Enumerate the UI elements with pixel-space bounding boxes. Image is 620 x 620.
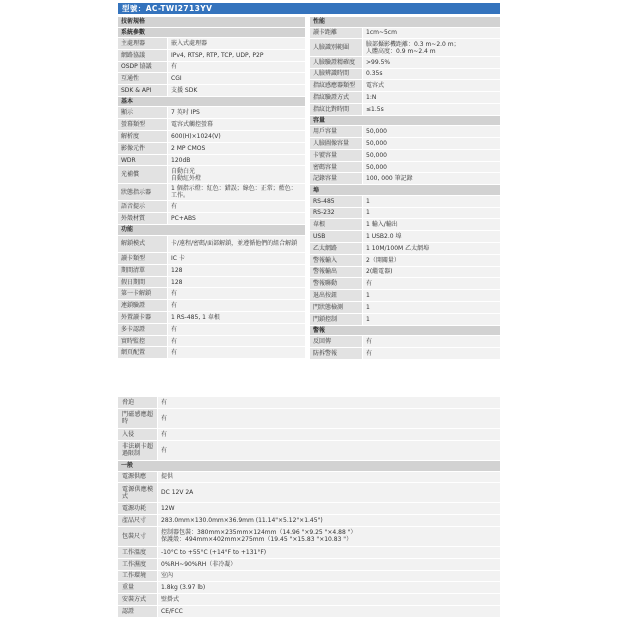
spec-value: 600(H)×1024(V) <box>168 131 305 142</box>
spec-value: CGI <box>168 73 305 84</box>
spec-row <box>118 38 305 50</box>
spec-row <box>118 483 500 503</box>
spec-row <box>118 119 305 131</box>
spec-label: 反回傳 <box>310 336 363 347</box>
spec-label: 螢幕類型 <box>118 119 168 130</box>
section-header-row <box>118 28 305 39</box>
spec-row <box>118 131 305 143</box>
spec-value: 有 <box>168 288 305 299</box>
spec-row <box>118 62 305 74</box>
spec-value: >99.5% <box>363 57 500 68</box>
spec-value: 128 <box>168 265 305 276</box>
spec-value: 283.0mm×130.0mm×36.9mm (11.14"×5.12"×1.45") <box>158 515 500 526</box>
spec-label: 指紋驗證方式 <box>310 92 363 103</box>
section-header-row <box>310 17 500 28</box>
spec-value-line: 控制器包裝：380mm×235mm×124mm（14.96 "×9.25 "×4.88 "） <box>161 529 357 537</box>
spec-row <box>118 288 305 300</box>
spec-value-line: 自動紅外燈 <box>171 174 202 182</box>
spec-value: 100, 000 筆記錄 <box>363 173 500 184</box>
spec-value: 1 <box>363 208 500 219</box>
spec-row <box>310 243 500 255</box>
spec-row <box>118 472 500 484</box>
spec-value: 1 USB2.0 埠 <box>363 231 500 242</box>
section-title: 基本 <box>118 97 305 107</box>
spec-row <box>310 231 500 243</box>
spec-value: 有 <box>168 62 305 73</box>
spec-label: 指紋比對時間 <box>310 104 363 115</box>
spec-row <box>310 290 500 302</box>
spec-value: 50,000 <box>363 162 500 173</box>
spec-row <box>310 57 500 69</box>
spec-row <box>310 314 500 326</box>
spec-value: 120dB <box>168 155 305 166</box>
spec-value: 有 <box>168 300 305 311</box>
spec-label: 人臉識別範圍 <box>310 39 363 56</box>
spec-value: 有 <box>363 348 500 359</box>
spec-row <box>118 409 500 429</box>
spec-row <box>310 278 500 290</box>
spec-value: 1cm~5cm <box>363 28 500 39</box>
spec-row <box>118 300 305 312</box>
section-title: 性能 <box>310 17 500 27</box>
spec-table-left <box>118 17 305 359</box>
spec-label: 工作濕度 <box>118 559 158 570</box>
spec-label: 期間清單 <box>118 265 168 276</box>
spec-label: 讀卡距離 <box>310 28 363 39</box>
spec-row <box>118 503 500 515</box>
spec-row <box>118 594 500 606</box>
spec-label: 實時監控 <box>118 336 168 347</box>
spec-row <box>118 571 500 583</box>
spec-label: 人臉驗證精確度 <box>310 57 363 68</box>
spec-row <box>118 347 305 359</box>
spec-label: 第一卡解鎖 <box>118 288 168 299</box>
spec-value: 50,000 <box>363 150 500 161</box>
spec-label: 語音提示 <box>118 201 168 212</box>
spec-label: 退出按鈕 <box>310 290 363 301</box>
spec-value: 1 輸入/輸出 <box>363 219 500 230</box>
spec-row <box>310 219 500 231</box>
spec-row <box>118 527 500 547</box>
spec-label: 產品尺寸 <box>118 515 158 526</box>
spec-label: 指紋感應器類型 <box>310 80 363 91</box>
spec-row <box>118 253 305 265</box>
spec-row <box>310 255 500 267</box>
section-title: 警報 <box>310 326 500 336</box>
spec-value: 電容式觸控螢幕 <box>168 119 305 130</box>
section-title: 功能 <box>118 225 305 235</box>
spec-value: 嵌入式處理器 <box>168 38 305 49</box>
spec-label: 電源供應模式 <box>118 483 158 502</box>
spec-label: 警報聯動 <box>310 278 363 289</box>
spec-value: 卡/遠程/密碼/面部解鎖，並遵循他們的組合解鎖 <box>168 236 305 253</box>
spec-value: 128 <box>168 277 305 288</box>
spec-value: IPv4, RTSP, RTP, TCP, UDP, P2P <box>168 50 305 61</box>
spec-value: 0.35s <box>363 69 500 80</box>
spec-label: 安裝方式 <box>118 594 158 605</box>
spec-value: 有 <box>168 324 305 335</box>
spec-label: 工作溫度 <box>118 547 158 558</box>
spec-label: 顯示 <box>118 107 168 118</box>
spec-row <box>118 155 305 167</box>
spec-label: 讀卡類型 <box>118 253 168 264</box>
spec-value: IC 卡 <box>168 253 305 264</box>
spec-value: 1 <box>363 196 500 207</box>
spec-row <box>310 69 500 81</box>
spec-label: OSDP 協議 <box>118 62 168 73</box>
spec-label: 認證 <box>118 606 158 617</box>
spec-value: PC+ABS <box>168 213 305 224</box>
spec-value: 有 <box>168 347 305 358</box>
spec-label: 主處理器 <box>118 38 168 49</box>
spec-label: 解析度 <box>118 131 168 142</box>
spec-value-line: 臉部攝影機距離：0.3 m~2.0 m； <box>366 40 460 48</box>
spec-row <box>310 28 500 40</box>
model-title-bar: 型號：AC-TWI2713YV <box>118 3 500 14</box>
section-header-row <box>310 116 500 127</box>
spec-label: SDK & API <box>118 85 168 96</box>
spec-row <box>118 277 305 289</box>
spec-row <box>310 104 500 116</box>
spec-label: 影像元件 <box>118 143 168 154</box>
spec-value: 1 <box>363 290 500 301</box>
spec-value: 電容式 <box>363 80 500 91</box>
spec-label: RS-232 <box>310 208 363 219</box>
spec-label: 警報輸入 <box>310 255 363 266</box>
spec-value <box>158 527 500 546</box>
spec-value: 有 <box>158 397 500 408</box>
spec-row <box>118 201 305 213</box>
spec-label: 外殼材質 <box>118 213 168 224</box>
spec-row <box>118 236 305 254</box>
spec-label: 解鎖模式 <box>118 236 168 253</box>
spec-row <box>118 441 500 461</box>
section-header-row <box>118 225 305 236</box>
spec-label: 韋根 <box>310 219 363 230</box>
spec-label: 互通性 <box>118 73 168 84</box>
spec-value-line: 自動白光 <box>171 167 196 175</box>
spec-label: 記錄容量 <box>310 173 363 184</box>
spec-row <box>118 324 305 336</box>
spec-row <box>118 312 305 324</box>
spec-row <box>118 606 500 618</box>
spec-label: 門磁感應超時 <box>118 409 158 428</box>
spec-label: 非法刷卡超過限制 <box>118 441 158 460</box>
spec-label: 入侵 <box>118 429 158 440</box>
spec-label: 假日期間 <box>118 277 168 288</box>
spec-row <box>118 547 500 559</box>
spec-label: 外置讀卡器 <box>118 312 168 323</box>
spec-value: 1 <box>363 314 500 325</box>
spec-label: 重量 <box>118 582 158 593</box>
spec-label: 連鎖驗證 <box>118 300 168 311</box>
spec-row <box>310 173 500 185</box>
spec-row <box>118 559 500 571</box>
spec-value: -10°C to +55°C (+14°F to +131°F) <box>158 547 500 558</box>
spec-row <box>310 126 500 138</box>
spec-value: 室內 <box>158 571 500 582</box>
spec-value: 有 <box>158 441 500 460</box>
section-header-row <box>118 17 305 28</box>
spec-label: 乙太網路 <box>310 243 363 254</box>
spec-value: 7 英吋 IPS <box>168 107 305 118</box>
spec-value: 壁掛式 <box>158 594 500 605</box>
section-header-row <box>310 185 500 196</box>
spec-value: 1 個指示燈：紅色：錯誤；綠色：正常；藍色：工作。 <box>168 184 305 201</box>
spec-row <box>310 302 500 314</box>
spec-row <box>118 582 500 594</box>
spec-row <box>118 429 500 441</box>
spec-label: 門狀態檢測 <box>310 302 363 313</box>
spec-label: 狀態指示器 <box>118 184 168 201</box>
spec-table-lower <box>118 397 500 618</box>
spec-label: 警報輸出 <box>310 267 363 278</box>
spec-value: 2(繼電器) <box>363 267 500 278</box>
spec-table-right <box>310 17 500 360</box>
spec-value-line: 保護殼：494mm×402mm×275mm（19.45 "×15.83 "×10.83 "） <box>161 536 353 544</box>
spec-row <box>118 50 305 62</box>
spec-value: 有 <box>158 409 500 428</box>
spec-label: USB <box>310 231 363 242</box>
spec-label: 卡號容量 <box>310 150 363 161</box>
spec-label: 密碼容量 <box>310 162 363 173</box>
spec-value: 0%RH~90%RH（非冷凝） <box>158 559 500 570</box>
spec-row <box>310 196 500 208</box>
spec-label: RS-485 <box>310 196 363 207</box>
spec-value: 提供 <box>158 472 500 483</box>
spec-value: 1.8kg (3.97 lb) <box>158 582 500 593</box>
spec-row <box>310 150 500 162</box>
spec-value: 有 <box>363 336 500 347</box>
section-header-row <box>118 97 305 108</box>
spec-value: 50,000 <box>363 126 500 137</box>
spec-row <box>118 73 305 85</box>
spec-label: 多卡認證 <box>118 324 168 335</box>
spec-row <box>310 208 500 220</box>
spec-row <box>118 143 305 155</box>
section-title: 系統參數 <box>118 28 305 38</box>
section-title: 埠 <box>310 185 500 195</box>
spec-row <box>310 138 500 150</box>
spec-row <box>310 348 500 360</box>
spec-value: 有 <box>158 429 500 440</box>
spec-label: 網頁配置 <box>118 347 168 358</box>
spec-value: 1:N <box>363 92 500 103</box>
spec-row <box>310 80 500 92</box>
spec-value: CE/FCC <box>158 606 500 617</box>
spec-row <box>118 336 305 348</box>
spec-label: 用戶容量 <box>310 126 363 137</box>
section-title: 容量 <box>310 116 500 126</box>
spec-label: 防拆警報 <box>310 348 363 359</box>
spec-value: 2 MP CMOS <box>168 143 305 154</box>
spec-label: 網路協議 <box>118 50 168 61</box>
spec-value: 1 <box>363 302 500 313</box>
spec-row <box>118 515 500 527</box>
section-header-row <box>118 461 500 472</box>
spec-value: 有 <box>363 278 500 289</box>
spec-label: 工作環境 <box>118 571 158 582</box>
spec-label: 光補償 <box>118 166 168 183</box>
spec-label: WDR <box>118 155 168 166</box>
spec-value-line: 人體高度：0.9 m~2.4 m <box>366 47 436 55</box>
spec-row <box>310 336 500 348</box>
spec-value: DC 12V 2A <box>158 483 500 502</box>
spec-row <box>118 166 305 184</box>
spec-value: 12W <box>158 503 500 514</box>
spec-value: 1 10M/100M 乙太網埠 <box>363 243 500 254</box>
spec-row <box>310 92 500 104</box>
spec-row <box>118 184 305 202</box>
spec-label: 脅迫 <box>118 397 158 408</box>
spec-value: 1 RS-485, 1 韋根 <box>168 312 305 323</box>
spec-value: ≤1.5s <box>363 104 500 115</box>
spec-value: 支援 SDK <box>168 85 305 96</box>
spec-label: 門鎖控制 <box>310 314 363 325</box>
spec-row <box>118 213 305 225</box>
spec-value: 有 <box>168 336 305 347</box>
section-header-row <box>310 326 500 337</box>
spec-row <box>310 162 500 174</box>
spec-row <box>118 85 305 97</box>
spec-row <box>310 267 500 279</box>
section-title: 一般 <box>118 461 500 471</box>
spec-value <box>363 39 500 56</box>
spec-label: 包裝尺寸 <box>118 527 158 546</box>
spec-label: 人臉辨識時間 <box>310 69 363 80</box>
spec-row <box>310 39 500 57</box>
spec-label: 人臉圖像容量 <box>310 138 363 149</box>
spec-value <box>168 166 305 183</box>
section-title: 技術規格 <box>118 17 305 27</box>
spec-value: 2（開關量） <box>363 255 500 266</box>
spec-label: 電源功耗 <box>118 503 158 514</box>
spec-label: 電源供應 <box>118 472 158 483</box>
spec-row <box>118 397 500 409</box>
spec-value: 50,000 <box>363 138 500 149</box>
spec-value: 有 <box>168 201 305 212</box>
spec-row <box>118 265 305 277</box>
spec-row <box>118 107 305 119</box>
